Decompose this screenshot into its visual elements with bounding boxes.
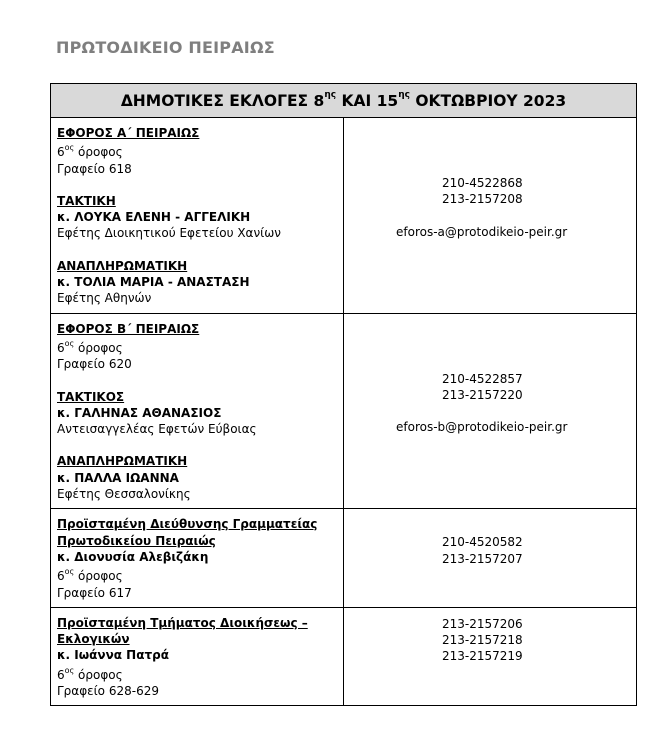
table-header-row (51, 84, 637, 118)
table-header (51, 84, 637, 118)
alternate-role: Εφέτης Αθηνών (57, 291, 152, 306)
table-row (51, 607, 637, 705)
phone: 213-2157207 (442, 551, 523, 566)
role-title-line1: Προϊσταμένη Διεύθυνσης Γραμματείας (57, 517, 318, 532)
office: Γραφείο 620 (57, 357, 132, 372)
header-text-b: ΚΑΙ 15 (336, 91, 399, 110)
role-title-line2: Πρωτοδικείου Πειραιώς (57, 533, 216, 548)
left-cell (51, 509, 344, 607)
regular-label: ΤΑΚΤΙΚΟΣ (57, 389, 125, 404)
role-title-line2: Εκλογικών (57, 632, 130, 647)
regular-role: Αντεισαγγελέας Εφετών Εύβοιας (57, 422, 257, 437)
floor: $6^{o\varsigma}$ όροφος (57, 567, 123, 584)
header-sup-b: ης (398, 90, 410, 101)
left-cell (51, 118, 344, 314)
role-title-line1: Προϊσταμένη Τμήματος Διοικήσεως – (57, 615, 308, 630)
floor: $6^{o\varsigma}$ όροφος (57, 665, 123, 682)
header-text-a: ΔΗΜΟΤΙΚΕΣ ΕΚΛΟΓΕΣ 8 (120, 91, 325, 110)
regular-name: κ. ΓΑΛΗΝΑΣ ΑΘΑΝΑΣΙΟΣ (57, 405, 222, 420)
floor: $6^{o\varsigma}$ όροφος (57, 143, 123, 160)
person-name: κ. Ιωάννα Πατρά (57, 648, 169, 663)
email-link[interactable]: eforos-b@protodikeio-peir.gr (396, 420, 568, 435)
regular-label: ΤΑΚΤΙΚΗ (57, 193, 116, 208)
phone: 210-4522857 (442, 371, 523, 386)
contacts-table (50, 83, 637, 706)
court-title: ΠΡΩΤΟΔΙΚΕΙΟ ΠΕΙΡΑΙΩΣ (56, 38, 275, 57)
section-title: ΕΦΟΡΟΣ Α΄ ΠΕΙΡΑΙΩΣ (57, 126, 200, 140)
right-cell (344, 118, 637, 314)
section-title: ΕΦΟΡΟΣ Β΄ ΠΕΙΡΑΙΩΣ (57, 321, 200, 336)
alternate-role: Εφέτης Θεσσαλονίκης (57, 487, 191, 502)
phone: 213-2157220 (442, 387, 523, 402)
office: Γραφείο 618 (57, 161, 132, 176)
person-name: κ. Διονυσία Αλεβιζάκη (57, 549, 209, 564)
header-sup-a: ης (324, 90, 337, 101)
right-cell (344, 313, 637, 509)
table-row (51, 313, 637, 509)
regular-role: Εφέτης Διοικητικού Εφετείου Χανίων (57, 226, 281, 241)
phone: 213-2157219 (442, 649, 523, 664)
left-cell (51, 313, 344, 509)
header-text-c: ΟΚΤΩΒΡΙΟΥ 2023 (409, 91, 567, 110)
alternate-name: κ. ΤΟΛΙΑ ΜΑΡΙΑ - ΑΝΑΣΤΑΣΗ (57, 275, 250, 290)
table-row (51, 118, 637, 314)
alternate-name: κ. ΠΑΛΛΑ ΙΩΑΝΝΑ (57, 470, 179, 485)
email-link[interactable]: eforos-a@protodikeio-peir.gr (396, 224, 568, 239)
phone: 213-2157208 (442, 192, 523, 207)
phone: 210-4522868 (442, 176, 523, 190)
phone: 213-2157218 (442, 633, 523, 648)
table-row (51, 509, 637, 607)
office: Γραφείο 628-629 (57, 684, 159, 699)
alternate-label: ΑΝΑΠΛΗΡΩΜΑΤΙΚΗ (57, 454, 188, 469)
alternate-label: ΑΝΑΠΛΗΡΩΜΑΤΙΚΗ (57, 258, 188, 273)
regular-name: κ. ΛΟΥΚΑ ΕΛΕΝΗ - ΑΓΓΕΛΙΚΗ (57, 210, 251, 225)
floor: $6^{o\varsigma}$ όροφος (57, 338, 123, 355)
right-cell (344, 607, 637, 705)
right-cell (344, 509, 637, 607)
office: Γραφείο 617 (57, 585, 132, 600)
phone: 210-4520582 (442, 535, 523, 550)
phone: 213-2157206 (442, 616, 523, 631)
left-cell (51, 607, 344, 705)
